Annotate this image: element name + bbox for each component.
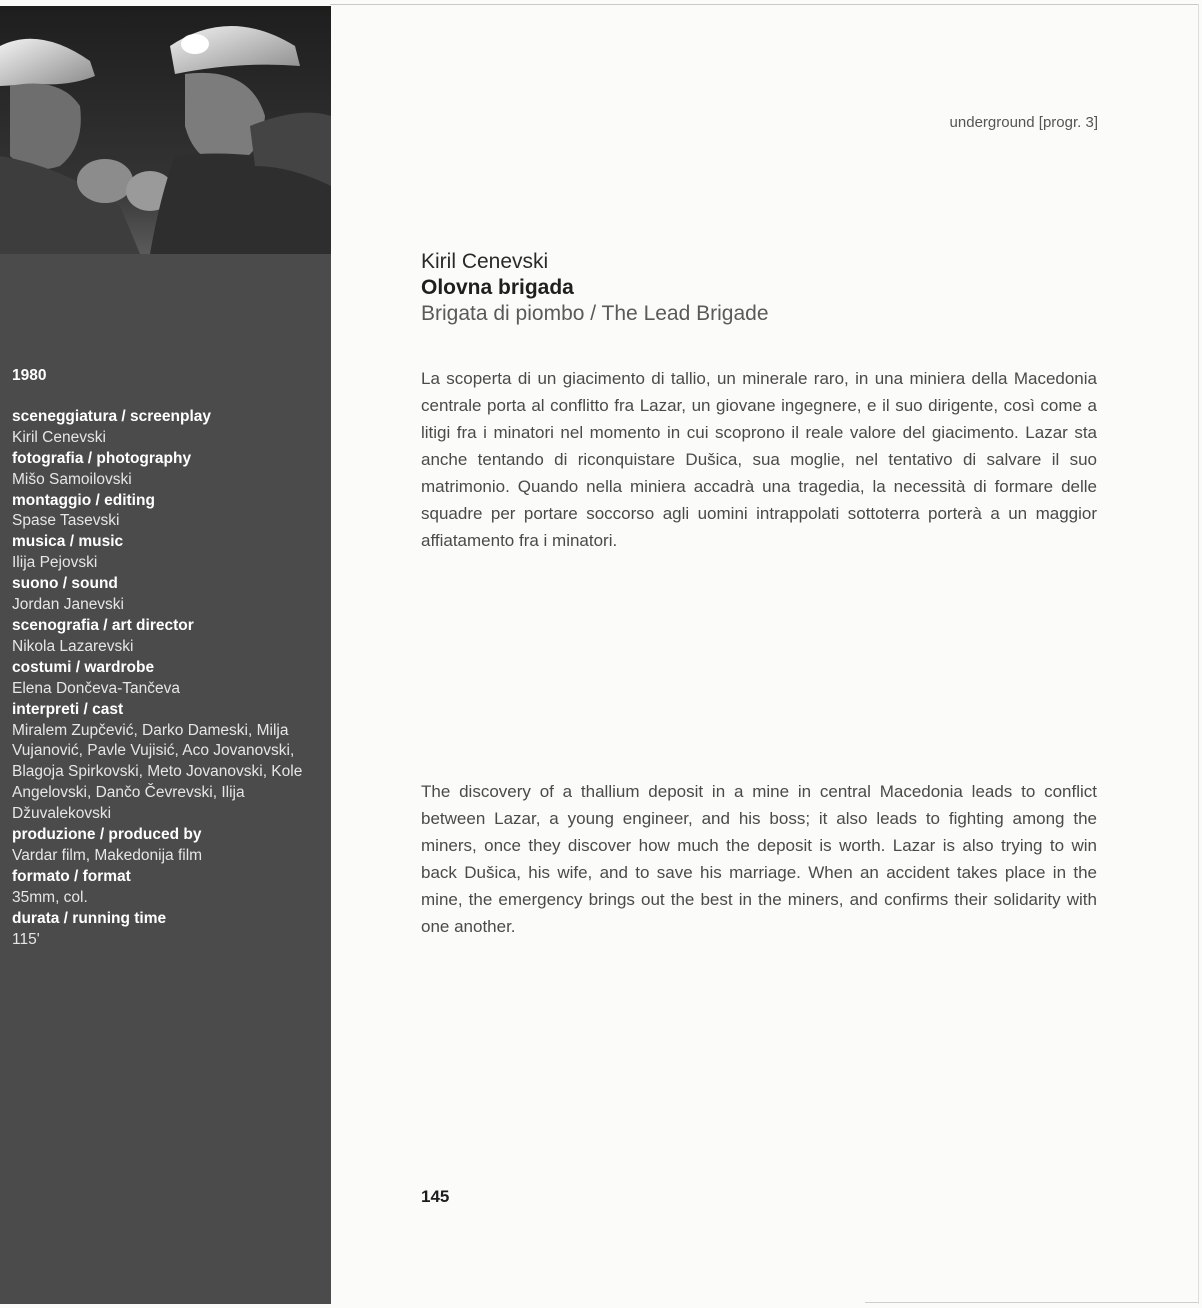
credit-sound xyxy=(12,574,322,616)
credit-value: Spase Tasevski xyxy=(12,512,120,530)
synopsis-italian: La scoperta di un giacimento di tallio, un minerale raro, in una miniera della Macedonia centrale porta al conflitto fra Lazar, un giovane ingegnere, e il suo dirigente, così come a litigi fra i minatori nel momento in cui scoprono il reale valore del giacimento. Lazar sta anche tentando di riconquistare Dušica, sua moglie, nel tentativo di salvare il suo matrimonio. Quando nella miniera accadrà una tragedia, la necessità di formare delle squadre per portare soccorso agli uomini intrappolati sottoterra porterà a un maggior affiatamento fra i minatori. xyxy=(421,369,1097,550)
credit-label: formato / format xyxy=(12,867,131,885)
credit-label: suono / sound xyxy=(12,575,118,593)
credits-sidebar xyxy=(0,6,331,1304)
credit-music xyxy=(12,532,322,574)
credit-value: Jordan Janevski xyxy=(12,596,125,614)
release-year: 1980 xyxy=(12,367,47,384)
credit-value: Kiril Cenevski xyxy=(12,428,106,446)
credit-art-director xyxy=(12,616,322,658)
credits-list xyxy=(12,366,322,950)
film-title-translated: Brigata di piombo / The Lead Brigade xyxy=(421,302,769,325)
right-edge-rule xyxy=(1198,4,1199,1304)
credit-value: Vardar film, Makedonija film xyxy=(12,846,203,864)
credit-label: interpreti / cast xyxy=(12,700,124,718)
director-name: Kiril Cenevski xyxy=(421,250,549,273)
credit-running-time xyxy=(12,909,322,951)
credit-editing xyxy=(12,491,322,533)
credit-value: Nikola Lazarevski xyxy=(12,637,134,655)
credit-photography xyxy=(12,449,322,491)
credit-value: 35mm, col. xyxy=(12,888,88,906)
credit-produced-by xyxy=(12,825,322,867)
credit-label: costumi / wardrobe xyxy=(12,658,155,676)
film-still-photo xyxy=(0,6,331,254)
credit-label: musica / music xyxy=(12,533,124,551)
credit-value: Ilija Pejovski xyxy=(12,554,98,572)
credit-label: produzione / produced by xyxy=(12,826,202,844)
credit-label: montaggio / editing xyxy=(12,491,155,509)
credit-wardrobe xyxy=(12,658,322,700)
page-number: 145 xyxy=(421,1187,450,1206)
running-head: underground [progr. 3] xyxy=(949,114,1098,131)
film-title-original: Olovna brigada xyxy=(421,276,574,299)
credit-label: sceneggiatura / screenplay xyxy=(12,407,212,425)
credit-value: 115' xyxy=(12,930,40,948)
credit-value: Miralem Zupčević, Darko Dameski, Milja Vujanović, Pavle Vujisić, Aco Jovanovski, Blagoja Spirkovski, Meto Jovanovski, Kole Angelovski, Dančo Čevrevski, Ilija Džuvalekovski xyxy=(12,721,303,823)
credit-screenplay xyxy=(12,407,322,449)
credit-label: durata / running time xyxy=(12,909,167,927)
credit-value: Mišo Samoilovski xyxy=(12,470,132,488)
credit-value: Elena Dončeva-Tančeva xyxy=(12,679,181,697)
credit-cast xyxy=(12,700,322,825)
synopsis-english: The discovery of a thallium deposit in a mine in central Macedonia leads to conflict between Lazar, a young engineer, and his boss; it also leads to fighting among the miners, once they discover how much the deposit is worth. Lazar is also trying to win back Dušica, his wife, and to save his marriage. When an accident takes place in the mine, the emergency brings out the best in the miners, and confirms their solidarity with one another. xyxy=(421,782,1097,936)
credit-format xyxy=(12,867,322,909)
film-still-miners-image xyxy=(0,6,331,254)
credit-label: scenografia / art director xyxy=(12,616,194,634)
top-rule xyxy=(330,4,1198,5)
bottom-rule xyxy=(865,1302,1198,1303)
credit-label: fotografia / photography xyxy=(12,449,192,467)
